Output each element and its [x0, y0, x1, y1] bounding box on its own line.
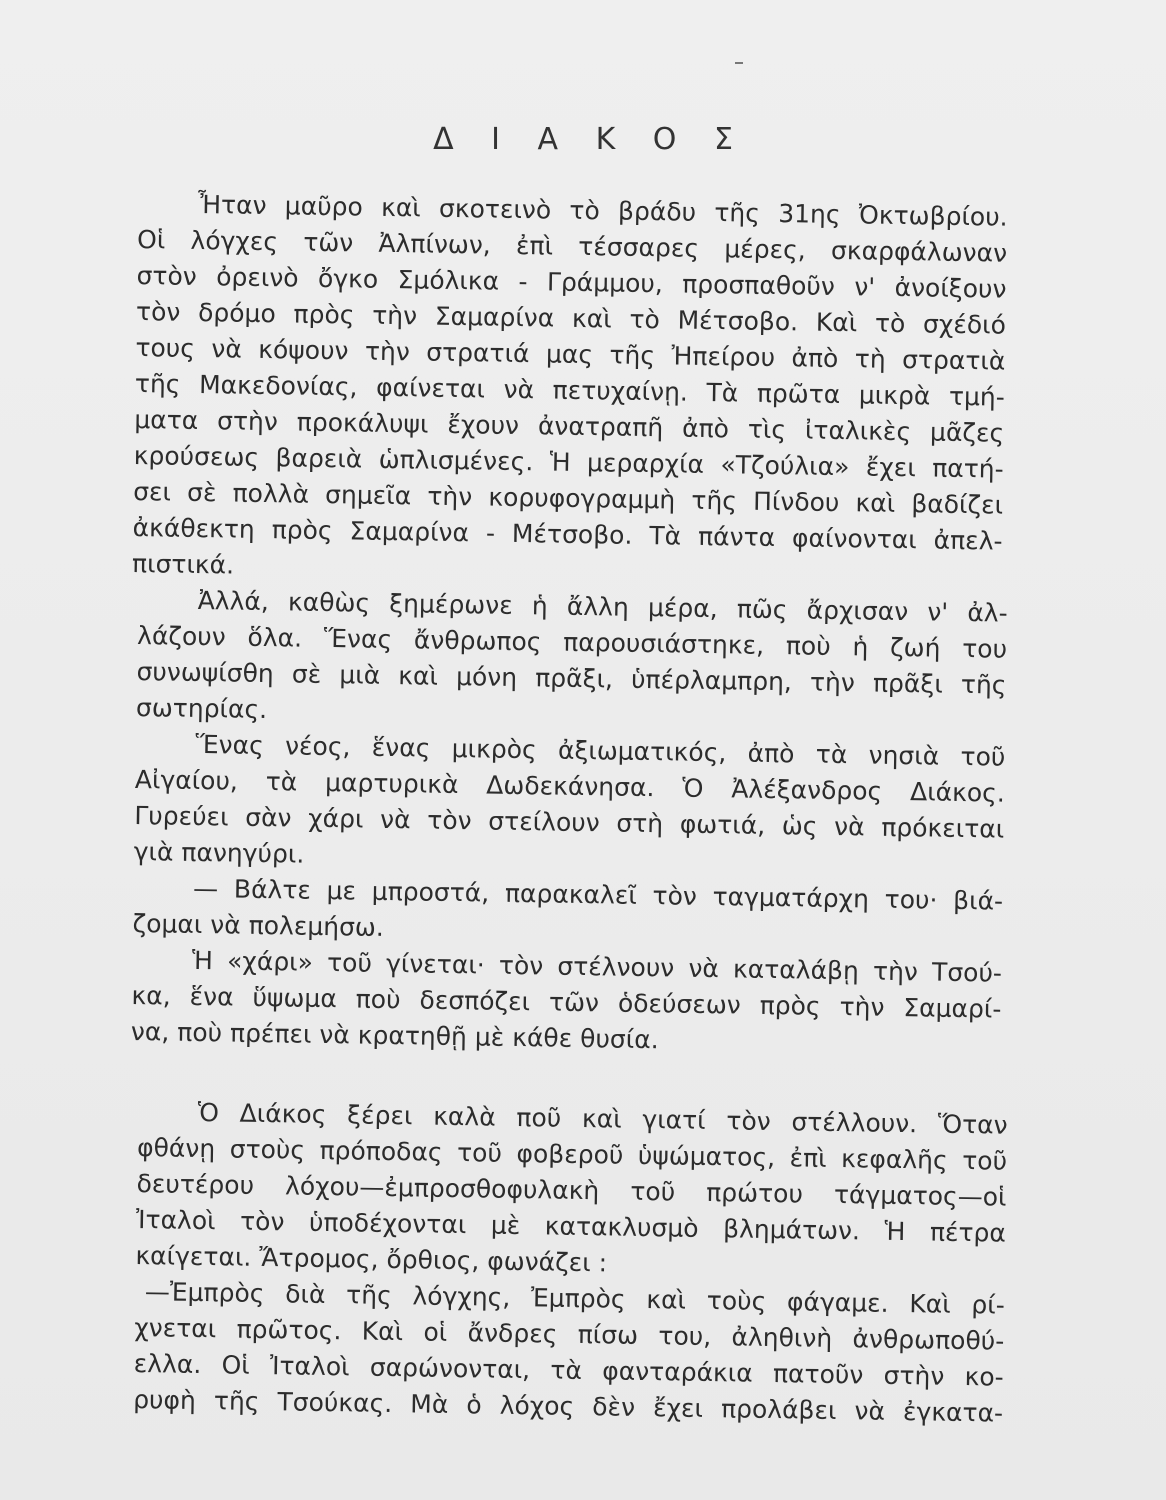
chapter-title: Δ Ι Α Κ Ο Σ — [433, 122, 747, 157]
text-line: τους νὰ κόψουν τὴν στρατιά μας τῆς Ἠπείρου ἀπὸ τὴ στρατιὰ — [135, 332, 1006, 376]
text-line: δευτέρου λόχου—ἐμπροσθοφυλακὴ τοῦ πρώτου τάγματος—οἱ — [136, 1168, 1007, 1212]
text-line: — Βάλτε με μπροστά, παρακαλεῖ τὸν ταγματάρχη του· βιά- — [192, 873, 1004, 916]
text-line: ελλα. Οἱ Ἰταλοὶ σαρώνονται, τὰ φανταράκια πατοῦν στὴν κο- — [133, 1348, 1004, 1392]
text-line: ζομαι νὰ πολεμήσω. — [132, 908, 385, 942]
text-line: Αἰγαίου, τὰ μαρτυρικὰ Δωδεκάνησα. Ὁ Ἀλέξανδρος Διάκος. — [134, 764, 1006, 808]
text-line: τῆς Μακεδονίας, φαίνεται νὰ πετυχαίνῃ. Τὰ πρῶτα μικρὰ τμή- — [134, 368, 1006, 412]
text-line: κρούσεως βαρειὰ ὡπλισμένες. Ἡ μεραρχία «Τζούλια» ἔχει πατή- — [133, 440, 1004, 484]
text-line: να, ποὺ πρέπει νὰ κρατηθῇ μὲ κάθε θυσία. — [130, 1016, 659, 1055]
text-line: Ὁ Διάκος ξέρει καλὰ ποῦ καὶ γιατί τὸν στέλλουν. Ὅταν — [197, 1097, 1008, 1140]
text-line: Ἡ «χάρι» τοῦ γίνεται· τὸν στέλνουν νὰ καταλάβῃ τὴν Τσού- — [191, 945, 1003, 988]
text-line: γιὰ πανηγύρι. — [133, 836, 305, 869]
text-line: φθάνῃ στοὺς πρόποδας τοῦ φοβεροῦ ὑψώματος, ἐπὶ κεφαλῆς τοῦ — [136, 1132, 1008, 1176]
text-line: Οἱ λόγχες τῶν Ἀλπίνων, ἐπὶ τέσσαρες μέρες, σκαρφάλωναν — [136, 224, 1008, 268]
paragraph-block-2 — [131, 582, 1008, 1064]
text-line: σει σὲ πολλὰ σημεῖα τὴν κορυφογραμμὴ τῆς Πίνδου καὶ βαδίζει — [132, 476, 1004, 520]
paragraph-block-3 — [133, 1094, 1008, 1432]
text-line: Ἕνας νέος, ἕνας μικρὸς ἀξιωματικός, ἀπὸ τὰ νησιὰ τοῦ — [195, 729, 1006, 772]
text-line: —Ἐμπρὸς διὰ τῆς λόγχης, Ἐμπρὸς καὶ τοὺς φάγαμε. Καὶ ρί- — [144, 1277, 1006, 1320]
text-line: Ἰταλοὶ τὸν ὑποδέχονται μὲ κατακλυσμὸ βλημάτων. Ἡ πέτρα — [135, 1204, 1007, 1248]
text-line: καίγεται. Ἄτρομος, ὄρθιος, φωνάζει : — [135, 1240, 608, 1278]
scan-mark — [735, 62, 743, 64]
text-line: ματα στὴν προκάλυψι ἔχουν ἀνατραπῆ ἀπὸ τὶς ἰταλικὲς μᾶζες — [134, 404, 1005, 448]
text-line: λάζουν ὅλα. Ἕνας ἄνθρωπος παρουσιάστηκε, ποὺ ἡ ζωή του — [136, 620, 1008, 664]
text-line: σωτηρίας. — [135, 692, 268, 725]
paragraph-block-1 — [132, 186, 1008, 596]
text-line: πιστικά. — [131, 548, 235, 580]
text-line: ρυφὴ τῆς Τσούκας. Μὰ ὁ λόχος δὲν ἔχει προλάβει νὰ ἐγκατα- — [132, 1384, 1004, 1428]
text-line: Ἦταν μαῦρο καὶ σκοτεινὸ τὸ βράδυ τῆς 31ης Ὀκτωβρίου. — [197, 189, 1008, 232]
text-line: τὸν δρόμο πρὸς τὴν Σαμαρίνα καὶ τὸ Μέτσοβο. Καὶ τὸ σχέδιό — [135, 296, 1007, 340]
text-line: συνωψίσθη σὲ μιὰ καὶ μόνη πρᾶξι, ὑπέρλαμπρη, τὴν πρᾶξι τῆς — [136, 656, 1007, 700]
text-line: ἀκάθεκτη πρὸς Σαμαρίνα - Μέτσοβο. Τὰ πάντα φαίνονται ἀπελ- — [132, 512, 1003, 556]
text-line: Ἀλλά, καθὼς ξημέρωνε ἡ ἄλλη μέρα, πῶς ἄρχισαν ν' ἀλ- — [197, 585, 1008, 628]
text-line: χνεται πρῶτος. Καὶ οἱ ἄνδρες πίσω του, ἀληθινὴ ἀνθρωποθύ- — [134, 1312, 1005, 1356]
text-line: κα, ἕνα ὕψωμα ποὺ δεσπόζει τῶν ὁδεύσεων πρὸς τὴν Σαμαρί- — [131, 980, 1002, 1024]
text-line: Γυρεύει σὰν χάρι νὰ τὸν στείλουν στὴ φωτιά, ὡς νὰ πρόκειται — [134, 800, 1005, 844]
text-line: στὸν ὀρεινὸ ὄγκο Σμόλικα - Γράμμου, προσπαθοῦν ν' ἀνοίξουν — [136, 260, 1007, 304]
